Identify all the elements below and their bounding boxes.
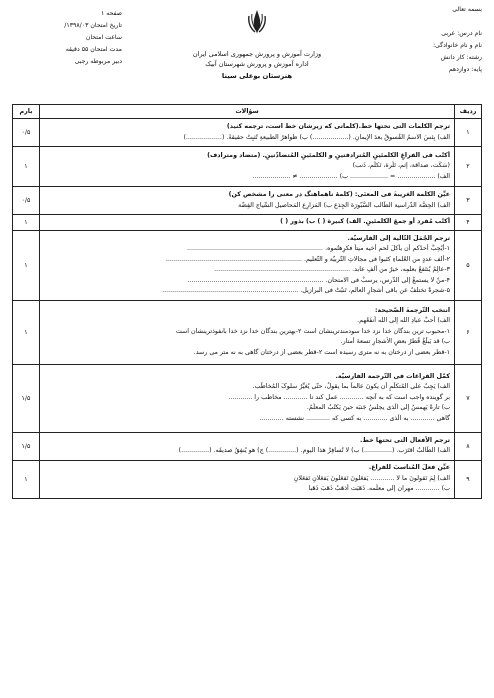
question-line: الف) یَجِبُ علی المُتکلِّمِ أن یکونَ عالماً بما یقولُ، حتّی یُغیِّرُ سلوکَ المُخاطَب. xyxy=(252,383,450,391)
question-line: ب) قد یَبلُغُ قُطرُ بعضِ الأشجارِ تسعةَ أمتار. xyxy=(340,338,450,346)
question-number: ۴ xyxy=(455,215,482,231)
iran-emblem-icon xyxy=(245,8,269,36)
question-number: ۶ xyxy=(455,300,482,364)
question-line: ۴-منْ لا یستمعْ إلی الدّرس، یرسبْ فی الامتحان. .................................................................... xyxy=(187,276,450,284)
question-number: ۳ xyxy=(455,187,482,215)
question-instruction: أکتُب مُفرد أو جمعَ الکلمتَینِ. الف) کبیرة ( ) ب) بذور ( ) xyxy=(280,218,450,225)
questions-body xyxy=(13,119,482,499)
education-office: اداره آموزش و پرورش شهرستان آبیک xyxy=(205,60,309,68)
exam-duration: مدت امتحان ۵۵ دقیقه xyxy=(65,46,122,53)
school-name: هنرستان بوعلی سینا xyxy=(221,72,293,80)
question-score: ۱ xyxy=(13,460,40,498)
table-row xyxy=(13,187,482,215)
question-instruction: ترجم الجُمَلَ التّالیة إلی الفارسیّة. xyxy=(347,234,450,242)
table-row xyxy=(13,119,482,147)
question-text xyxy=(40,432,455,460)
question-score: ۰/۵ xyxy=(13,187,40,215)
question-score: ۱/۵ xyxy=(13,364,40,432)
question-instruction: ترجم الکلمات التی تحتها خط.(کلماتی که زیرشان خط است، ترجمه کنید) xyxy=(226,123,450,130)
question-line: الف) الحِصَّة الدّراسیة الطّالب السَّبّورَة الجِذع ب) المَزارِع المَحاصیل السِّیاج الفِضّة xyxy=(238,201,450,209)
ministry-name: وزارت آموزش و پرورش جمهوری اسلامی ایران xyxy=(192,50,322,58)
question-line: ۳-عالِمٌ یُنتَفعُ بعلمِه، خیرٌ من ألفِ عابد. .................................................................... xyxy=(214,266,450,273)
question-line: گاهی ............ به الّذی ............ به کسی که ............ نشسته ............ xyxy=(259,414,450,422)
questions-table xyxy=(12,104,482,499)
field-of-study: رشته: کار دانش xyxy=(440,54,482,61)
question-text xyxy=(40,147,455,187)
question-instruction: عیِّن الکلمة الغریبةَ فی المعنَی: (کلمهٔ ناهماهنگ در معنی را مشخص کن) xyxy=(228,191,450,198)
question-score: ۱ xyxy=(13,147,40,187)
question-text xyxy=(40,460,455,498)
table-header-row xyxy=(13,105,482,119)
exam-time: ساعت امتحان xyxy=(85,34,122,41)
question-score: ۱/۵ xyxy=(13,432,40,460)
student-info xyxy=(332,28,482,76)
table-row xyxy=(13,230,482,300)
question-number: ۵ xyxy=(455,230,482,300)
question-line: (سَکَت، صداقة، إثم، تَلَّرة، تَکلَّم، ذَنب) xyxy=(352,162,450,170)
question-line: ب) ............ مهران إلی معلّمه. ذَهَبَت أذهَبُ ذَهَبَ ذَهَبا xyxy=(308,485,450,493)
table-row xyxy=(13,147,482,187)
table-row xyxy=(13,215,482,231)
question-number: ۲ xyxy=(455,147,482,187)
school-info xyxy=(162,8,352,80)
question-score: ۱ xyxy=(13,300,40,364)
grade-level: پایه: دوازدهم xyxy=(448,66,482,73)
question-number: ۹ xyxy=(455,460,482,498)
table-row xyxy=(13,300,482,364)
exam-date: تاریخ امتحان ۱۳۹۸/۰۳/ xyxy=(64,22,122,29)
question-line: ۲-ألف عددٍ من العُلماءِ کتَبوا فی مجالاتِ التّربیّة و التّعلیم. .................................................................... xyxy=(165,255,450,263)
table-row xyxy=(13,364,482,432)
question-instruction: عیِّن فعلَ المُناسبَ للفراغ. xyxy=(368,464,450,472)
question-text xyxy=(40,215,455,231)
question-text xyxy=(40,119,455,147)
question-number: ۱ xyxy=(455,119,482,147)
question-line: ب) تارةً یَهمسُ إلی الّذی یجلسُ جَنبَه حینَ یَکتُبُ المعلّمُ. xyxy=(306,404,450,412)
student-name-field: نام و نام خانوادگی: xyxy=(432,42,482,49)
question-number: ۸ xyxy=(455,432,482,460)
question-line: ۱-محبوب ترین بندگان خدا نزد خدا سودمندترینشان است ۲-بهترین بندگان خدا نزد خدا بانفوذترینشان است xyxy=(175,327,450,335)
question-line: الف) الطّالبُ اقتَرَب. (..............) ب) لا تُسافِرْ هذا الیوم. (..............) ج) هو یُنفِقُ صدیقَه. (..............) xyxy=(178,447,450,454)
question-score: ۱ xyxy=(13,230,40,300)
question-line: الف) أحبُّ عبادِ الله إلی الله أنفَعُهم. xyxy=(357,317,450,325)
question-line: الف) بِئسَ الاسمُ الفُسوقُ بعدَ الإیمانِ. (..................) ب) ظواهرُ الطبیعةِ تُثبِتُ حقیقةً. (..................) xyxy=(183,133,450,141)
score-header: بارم xyxy=(13,105,40,119)
table-row xyxy=(13,460,482,498)
question-line: ۱-أیُحِبُّ أحدُکم أن یأکلَ لحم أخیه میتاً فکرِهتُموه. .................................................................... xyxy=(186,245,450,252)
course-name: نام درس: عربی xyxy=(441,30,482,37)
question-instruction: أکتُب فی الفراغِ الکلمتَینِ المُترادفتینِ و الکلمتَینِ المُتضادّتینِ. (متضاد ومترادف) xyxy=(207,151,450,159)
question-text xyxy=(40,187,455,215)
page-number: صفحه ۱ xyxy=(101,10,122,17)
question-line: ۱-قطر بعضی از درختان به نه متری رسیده است ۲-قطر بعضی از درختان گاهی به نه متر می رسد. xyxy=(193,348,450,356)
question-text xyxy=(40,300,455,364)
question-instruction: ترجم الأفعال التی تحتها خط. xyxy=(359,436,450,444)
row-header: ردیف xyxy=(455,105,482,119)
question-text xyxy=(40,364,455,432)
teacher-name: دبیر مربوطه رجبی xyxy=(74,58,122,65)
question-score: ۰/۵ xyxy=(13,119,40,147)
question-instruction: انتخب التّرجمةَ الصّحیحة: xyxy=(375,306,450,314)
question-score: ۱ xyxy=(13,215,40,231)
exam-header xyxy=(12,6,482,104)
questions-header: سؤالات xyxy=(40,105,455,119)
question-text xyxy=(40,230,455,300)
exam-info xyxy=(12,8,122,68)
bismillah: بسمه تعالی xyxy=(452,6,482,13)
question-number: ۷ xyxy=(455,364,482,432)
question-line: بر گوینده واجب است که به آنچه ............ عمل کند تا ............ مخاطب را ............ xyxy=(228,393,450,401)
question-line: الف) لِمَ تَقولونَ ما لا ............ یَفعَلونَ تَفعَلونَ یَفعَلانِ تَفعَلانِ xyxy=(293,474,450,482)
question-line: ۵-شجرةٌ تختلفُ عن باقی أشجارِ العالم، تَنبُتُ فی البرازیل. .................................................................... xyxy=(162,287,450,294)
question-line: الف) ................... = ................... ب) ................... ≠ ................... xyxy=(252,172,450,180)
table-row xyxy=(13,432,482,460)
question-instruction: کمّل الفراغات فی التّرجمة الفارسیّة. xyxy=(335,372,450,380)
